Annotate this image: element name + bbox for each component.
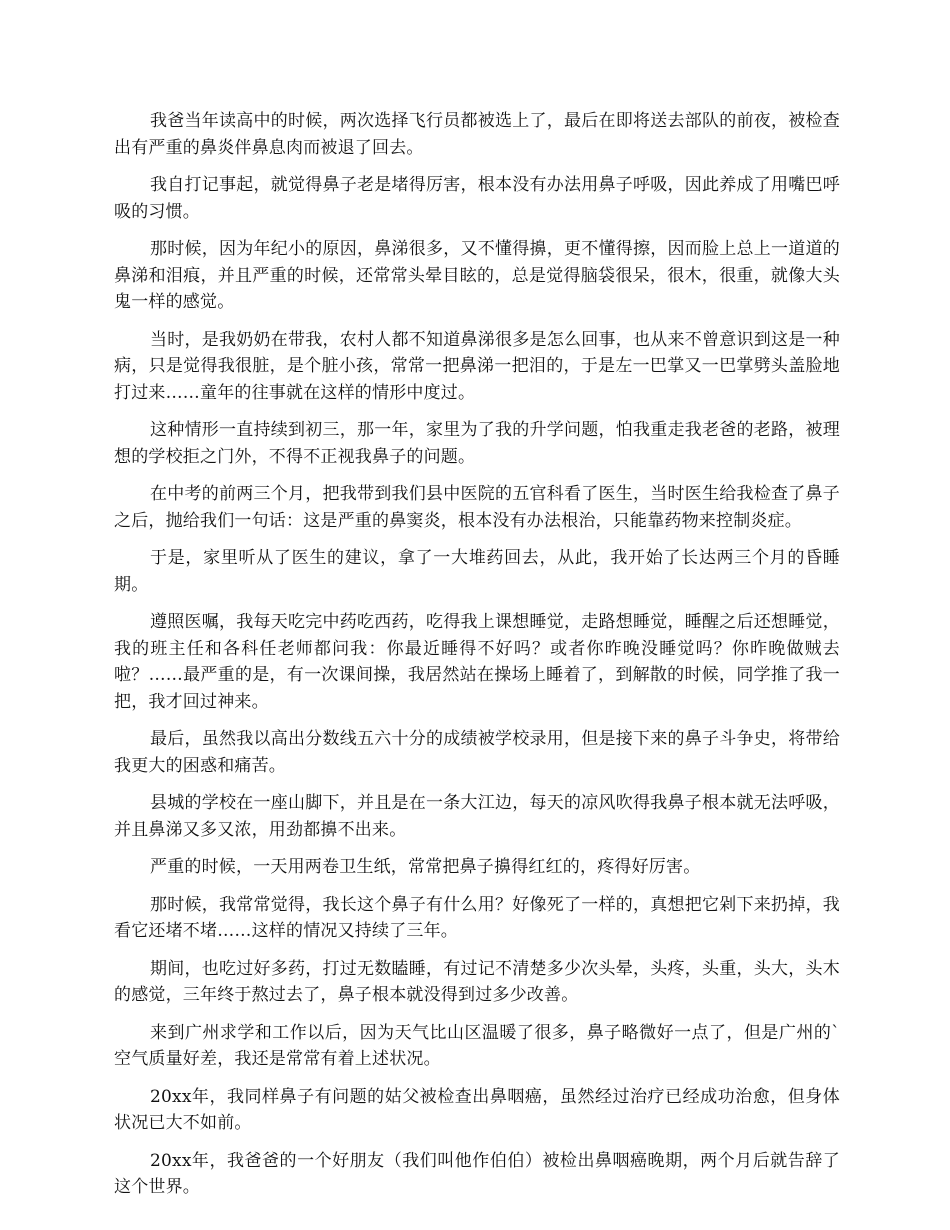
paragraph: 20xx年，我同样鼻子有问题的姑父被检查出鼻咽癌，虽然经过治疗已经成功治愈，但身体状况已大不如前。: [114, 1086, 840, 1133]
paragraph: 当时，是我奶奶在带我，农村人都不知道鼻涕很多是怎么回事，也从来不曾意识到这是一种病，只是觉得我很脏，是个脏小孩，常常一把鼻涕一把泪的，于是左一巴掌又一巴掌劈头盖脸地打过来……童年的往事就在这样的情形中度过。: [114, 329, 840, 403]
paragraph: 期间，也吃过好多药，打过无数瞌睡，有过记不清楚多少次头晕，头疼，头重，头大，头木的感觉，三年终于熬过去了，鼻子根本就没得到过多少改善。: [114, 958, 840, 1005]
paragraph: 那时候，我常常觉得，我长这个鼻子有什么用？好像死了一样的，真想把它剁下来扔掉，我看它还堵不堵……这样的情况又持续了三年。: [114, 894, 840, 941]
paragraph: 遵照医嘱，我每天吃完中药吃西药，吃得我上课想睡觉，走路想睡觉，睡醒之后还想睡觉，我的班主任和各科任老师都问我：你最近睡得不好吗？或者你昨晚没睡觉吗？你昨晚做贼去啦？……最严重的是，有一次课间操，我居然站在操场上睡着了，到解散的时候，同学推了我一把，我才回过神来。: [114, 612, 840, 712]
paragraph: 来到广州求学和工作以后，因为天气比山区温暖了很多，鼻子略微好一点了，但是广州的`空气质量好差，我还是常常有着上述状况。: [114, 1022, 840, 1069]
paragraph: 在中考的前两三个月，把我带到我们县中医院的五官科看了医生，当时医生给我检查了鼻子之后，抛给我们一句话：这是严重的鼻窦炎，根本没有办法根治，只能靠药物来控制炎症。: [114, 484, 840, 531]
paragraph: 于是，家里听从了医生的建议，拿了一大堆药回去，从此，我开始了长达两三个月的昏睡期。: [114, 548, 840, 595]
paragraph: 县城的学校在一座山脚下，并且是在一条大江边，每天的凉风吹得我鼻子根本就无法呼吸，并且鼻涕又多又浓，用劲都擤不出来。: [114, 793, 840, 840]
paragraph: 20xx年，我爸爸的一个好朋友（我们叫他作伯伯）被检出鼻咽癌晚期，两个月后就告辞了这个世界。: [114, 1150, 840, 1197]
paragraph: 最后，虽然我以高出分数线五六十分的成绩被学校录用，但是接下来的鼻子斗争史，将带给我更大的困惑和痛苦。: [114, 729, 840, 776]
document-body: [114, 108, 840, 1212]
paragraph: 这种情形一直持续到初三，那一年，家里为了我的升学问题，怕我重走我老爸的老路，被理想的学校拒之门外，不得不正视我鼻子的问题。: [114, 420, 840, 467]
paragraph: 我自打记事起，就觉得鼻子老是堵得厉害，根本没有办法用鼻子呼吸，因此养成了用嘴巴呼吸的习惯。: [114, 175, 840, 222]
paragraph: 我爸当年读高中的时候，两次选择飞行员都被选上了，最后在即将送去部队的前夜，被检查出有严重的鼻炎伴鼻息肉而被退了回去。: [114, 111, 840, 158]
paragraph: 严重的时候，一天用两卷卫生纸，常常把鼻子擤得红红的，疼得好厉害。: [150, 857, 701, 877]
paragraph: 那时候，因为年纪小的原因，鼻涕很多，又不懂得擤，更不懂得擦，因而脸上总上一道道的鼻涕和泪痕，并且严重的时候，还常常头晕目眩的，总是觉得脑袋很呆，很木，很重，就像大头鬼一样的感觉。: [114, 239, 840, 312]
